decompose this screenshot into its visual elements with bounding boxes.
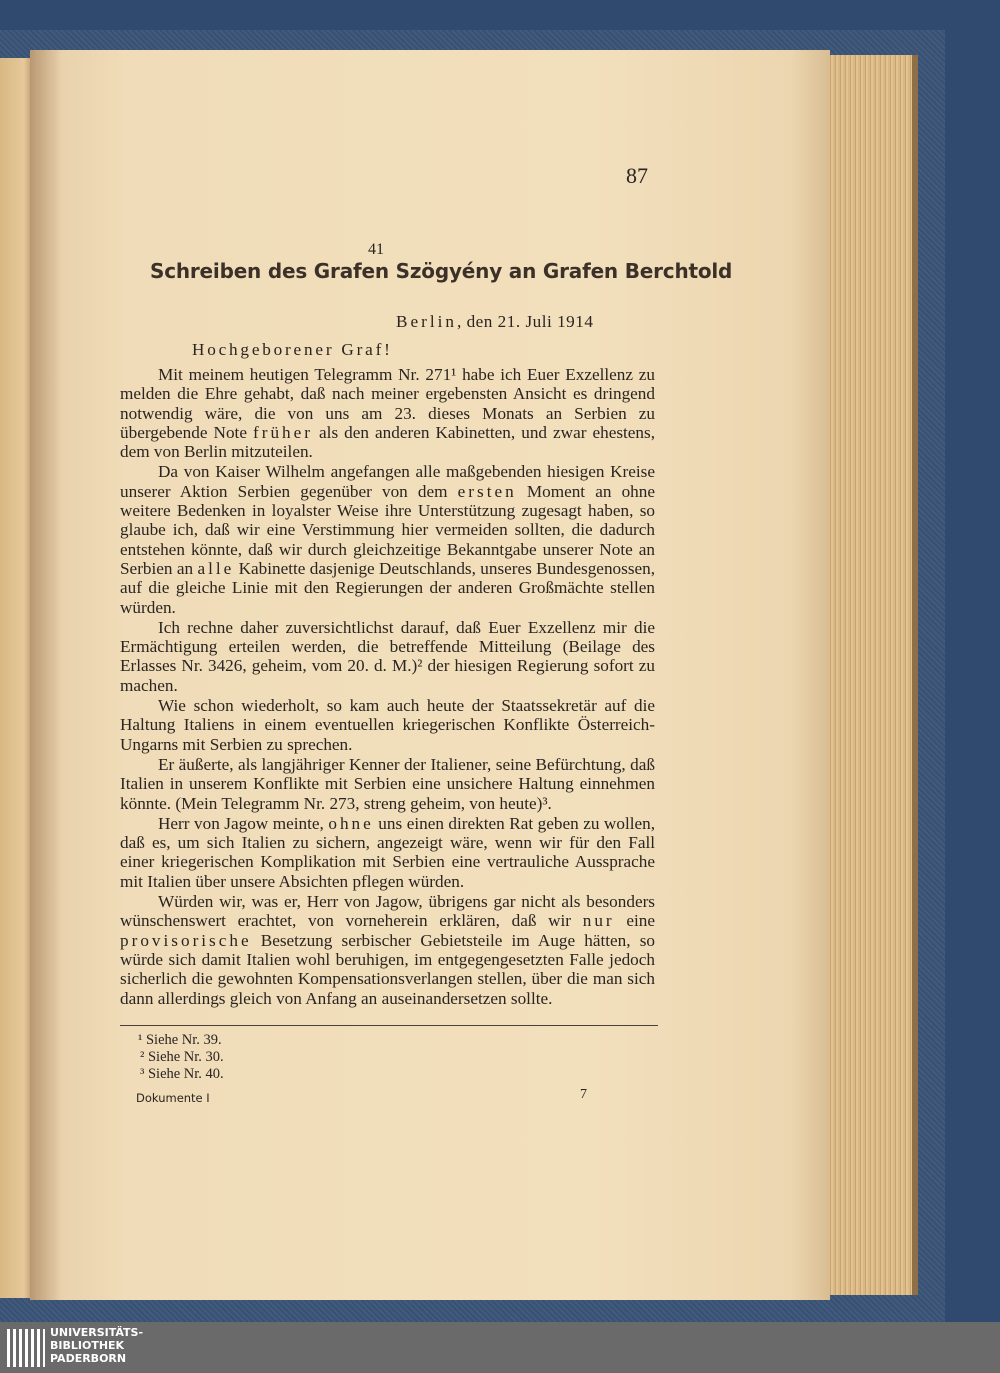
library-logo-icon: [7, 1329, 45, 1367]
paragraph-text: Da von Kaiser Wilhelm angefangen alle maßgebenden hiesigen Kreise unserer Aktion Serbien gegenüber von dem: [120, 462, 655, 501]
footnote: ² Siehe Nr. 30.: [140, 1049, 224, 1065]
logo-line: PADERBORN: [50, 1352, 127, 1365]
dateline-date: , den 21. Juli 1914: [456, 312, 594, 331]
emphasized-word: ersten: [457, 481, 517, 501]
paragraph: [120, 696, 655, 754]
paragraph-text: Besetzung serbischer Gebietsteile im Auge hätten, so würde sich damit Italien wohl beruhigen, im entgegengesetzten Falle jedoch sicherlich die gewohnten Kompensationsverlangen stellen, über die man sich dann allerdings gleich von Anfang an auseinandersetzen sollte.: [120, 930, 656, 1008]
paragraph: [120, 365, 655, 461]
paragraph-text: Mit meinem heutigen Telegramm Nr. 271¹ habe ich Euer Exzellenz zu melden die Ehre gehabt, daß nach meiner ergebensten Ansicht es dringend notwendig wäre, die von uns am 23. dieses Monats an Serbien zu übergebende Note: [120, 365, 655, 442]
logo-line: BIBLIOTHEK: [50, 1339, 125, 1352]
paragraph-text: als den anderen Kabinetten, und zwar ehestens, dem von Berlin mitzuteilen.: [120, 422, 656, 462]
footnote: ³ Siehe Nr. 40.: [140, 1066, 224, 1082]
emphasized-word: alle: [197, 558, 235, 578]
footnote: ¹ Siehe Nr. 39.: [138, 1032, 222, 1048]
paragraph-text: Ich rechne daher zuversichtlichst darauf, daß Euer Exzellenz mir die Ermächtigung erteilen werden, die betreffende Mitteilung (Beilage des Erlasses Nr. 3426, geheim, vom 20. d. M.)² der hiesigen Regierung sofort zu machen.: [120, 617, 655, 695]
paragraph-text: Würden wir, was er, Herr von Jagow, übrigens gar nicht als besonders wünschenswert erachtet, von vorneherein erklären, daß wir: [120, 892, 655, 931]
logo-line: UNIVERSITÄTS-: [50, 1326, 144, 1339]
library-logo-text: [50, 1326, 143, 1365]
dateline: [396, 312, 593, 331]
paragraph-text: Moment an ohne weitere Bedenken in loyalster Weise ihre Unterstützung zugesagt haben, so glaube ich, daß wir eine Verstimmung hier vermeiden sollten, die dadurch entstehen könnte, daß wir durch gleichzeitige Bekanntgabe unserer Note an Serbien an: [120, 481, 655, 578]
page-number: 87: [626, 163, 648, 188]
paragraph-text: uns einen direkten Rat geben zu wollen, daß es, um sich Italien zu sichern, angezeigt wäre, wenn wir für den Fall einer kriegerischen Komplikation mit Serbien eine vertrauliche Aussprache mit Italien über unsere Absichten pflegen würden.: [120, 813, 656, 891]
paragraph-text: Herr von Jagow meinte,: [158, 813, 324, 833]
paragraph: [120, 618, 655, 695]
salutation: Hochgeborener Graf!: [192, 340, 393, 359]
left-page-edge: [0, 58, 34, 1298]
page-block-edge: [818, 55, 918, 1295]
paragraph: [120, 755, 655, 813]
paragraph: [120, 814, 655, 891]
footnote-divider: [120, 1025, 658, 1026]
paragraph-text: Er äußerte, als langjähriger Kenner der Italiener, seine Befürchtung, daß Italien in unserem Konflikte mit Serbien eine unsichere Haltung einnehmen könnte. (Mein Telegramm Nr. 273, streng geheim, von heute)³.: [120, 754, 655, 813]
emphasized-word: früher: [253, 422, 313, 442]
paragraph: [120, 892, 655, 1008]
document-number: 41: [368, 241, 384, 258]
emphasized-word: provisorische: [120, 930, 252, 950]
paragraph-text: Wie schon wiederholt, so kam auch heute der Staatssekretär auf die Haltung Italiens in einem eventuellen kriegerischen Konflikte Österreich-Ungarns mit Serbien zu sprechen.: [120, 696, 655, 754]
sheet-signature: 7: [580, 1087, 587, 1102]
paragraph-text: eine: [626, 911, 655, 931]
footnotes: [138, 1032, 224, 1083]
emphasized-word: ohne: [328, 813, 374, 833]
document-title: Schreiben des Grafen Szögyény an Grafen Berchtold: [150, 259, 733, 283]
dateline-place: Berlin: [396, 312, 457, 331]
emphasized-word: nur: [582, 911, 615, 931]
letter-body: [120, 365, 655, 1008]
paragraph-text: Kabinette dasjenige Deutschlands, unseres Bundesgenossen, auf die gleiche Linie mit den Regierungen der anderen Großmächte stellen würden.: [120, 558, 656, 617]
library-footer-bar: [0, 1322, 1000, 1373]
paragraph: [120, 462, 655, 616]
printer-signature: Dokumente I: [136, 1091, 210, 1105]
